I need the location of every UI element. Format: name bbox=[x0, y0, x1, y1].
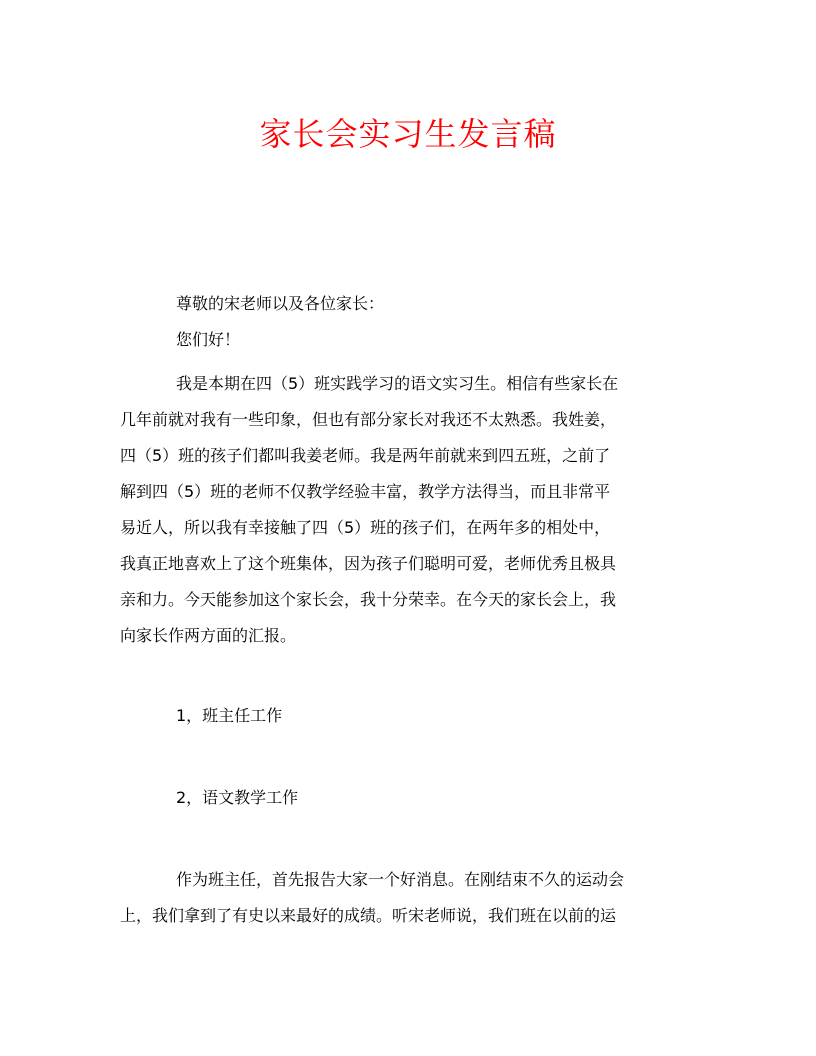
list-item-text: 2，语文教学工作 bbox=[176, 788, 299, 807]
intro-paragraph bbox=[120, 366, 698, 654]
paragraph-line: 上，我们拿到了有史以来最好的成绩。听宋老师说，我们班在以前的运 bbox=[120, 906, 617, 925]
paragraph-line: 解到四（5）班的老师不仅教学经验丰富，教学方法得当，而且非常平 bbox=[120, 482, 611, 501]
paragraph-line: 向家长作两方面的汇报。 bbox=[120, 626, 297, 645]
document-title: 家长会实习生发言稿 bbox=[259, 115, 557, 153]
salutation-text: 您们好！ bbox=[176, 330, 241, 349]
paragraph-line: 我是本期在四（5）班实践学习的语文实习生。相信有些家长在 bbox=[176, 374, 619, 393]
paragraph-line: 亲和力。今天能参加这个家长会，我十分荣幸。在今天的家长会上，我 bbox=[120, 590, 617, 609]
list-item-1 bbox=[120, 698, 698, 734]
paragraph-line: 几年前就对我有一些印象，但也有部分家长对我还不太熟悉。我姓姜， bbox=[120, 410, 617, 429]
greeting-text: 尊敬的宋老师以及各位家长： bbox=[176, 294, 385, 313]
paragraph-line: 四（5）班的孩子们都叫我姜老师。我是两年前就来到四五班，之前了 bbox=[120, 446, 611, 465]
greeting bbox=[120, 286, 698, 322]
list-item-text: 1，班主任工作 bbox=[176, 706, 283, 725]
salutation bbox=[120, 322, 698, 358]
report-paragraph bbox=[120, 862, 698, 934]
paragraph-line: 作为班主任，首先报告大家一个好消息。在刚结束不久的运动会 bbox=[176, 870, 625, 889]
list-item-2 bbox=[120, 780, 698, 816]
paragraph-line: 我真正地喜欢上了这个班集体，因为孩子们聪明可爱，老师优秀且极具 bbox=[120, 554, 617, 573]
paragraph-line: 易近人，所以我有幸接触了四（5）班的孩子们，在两年多的相处中， bbox=[120, 518, 611, 537]
